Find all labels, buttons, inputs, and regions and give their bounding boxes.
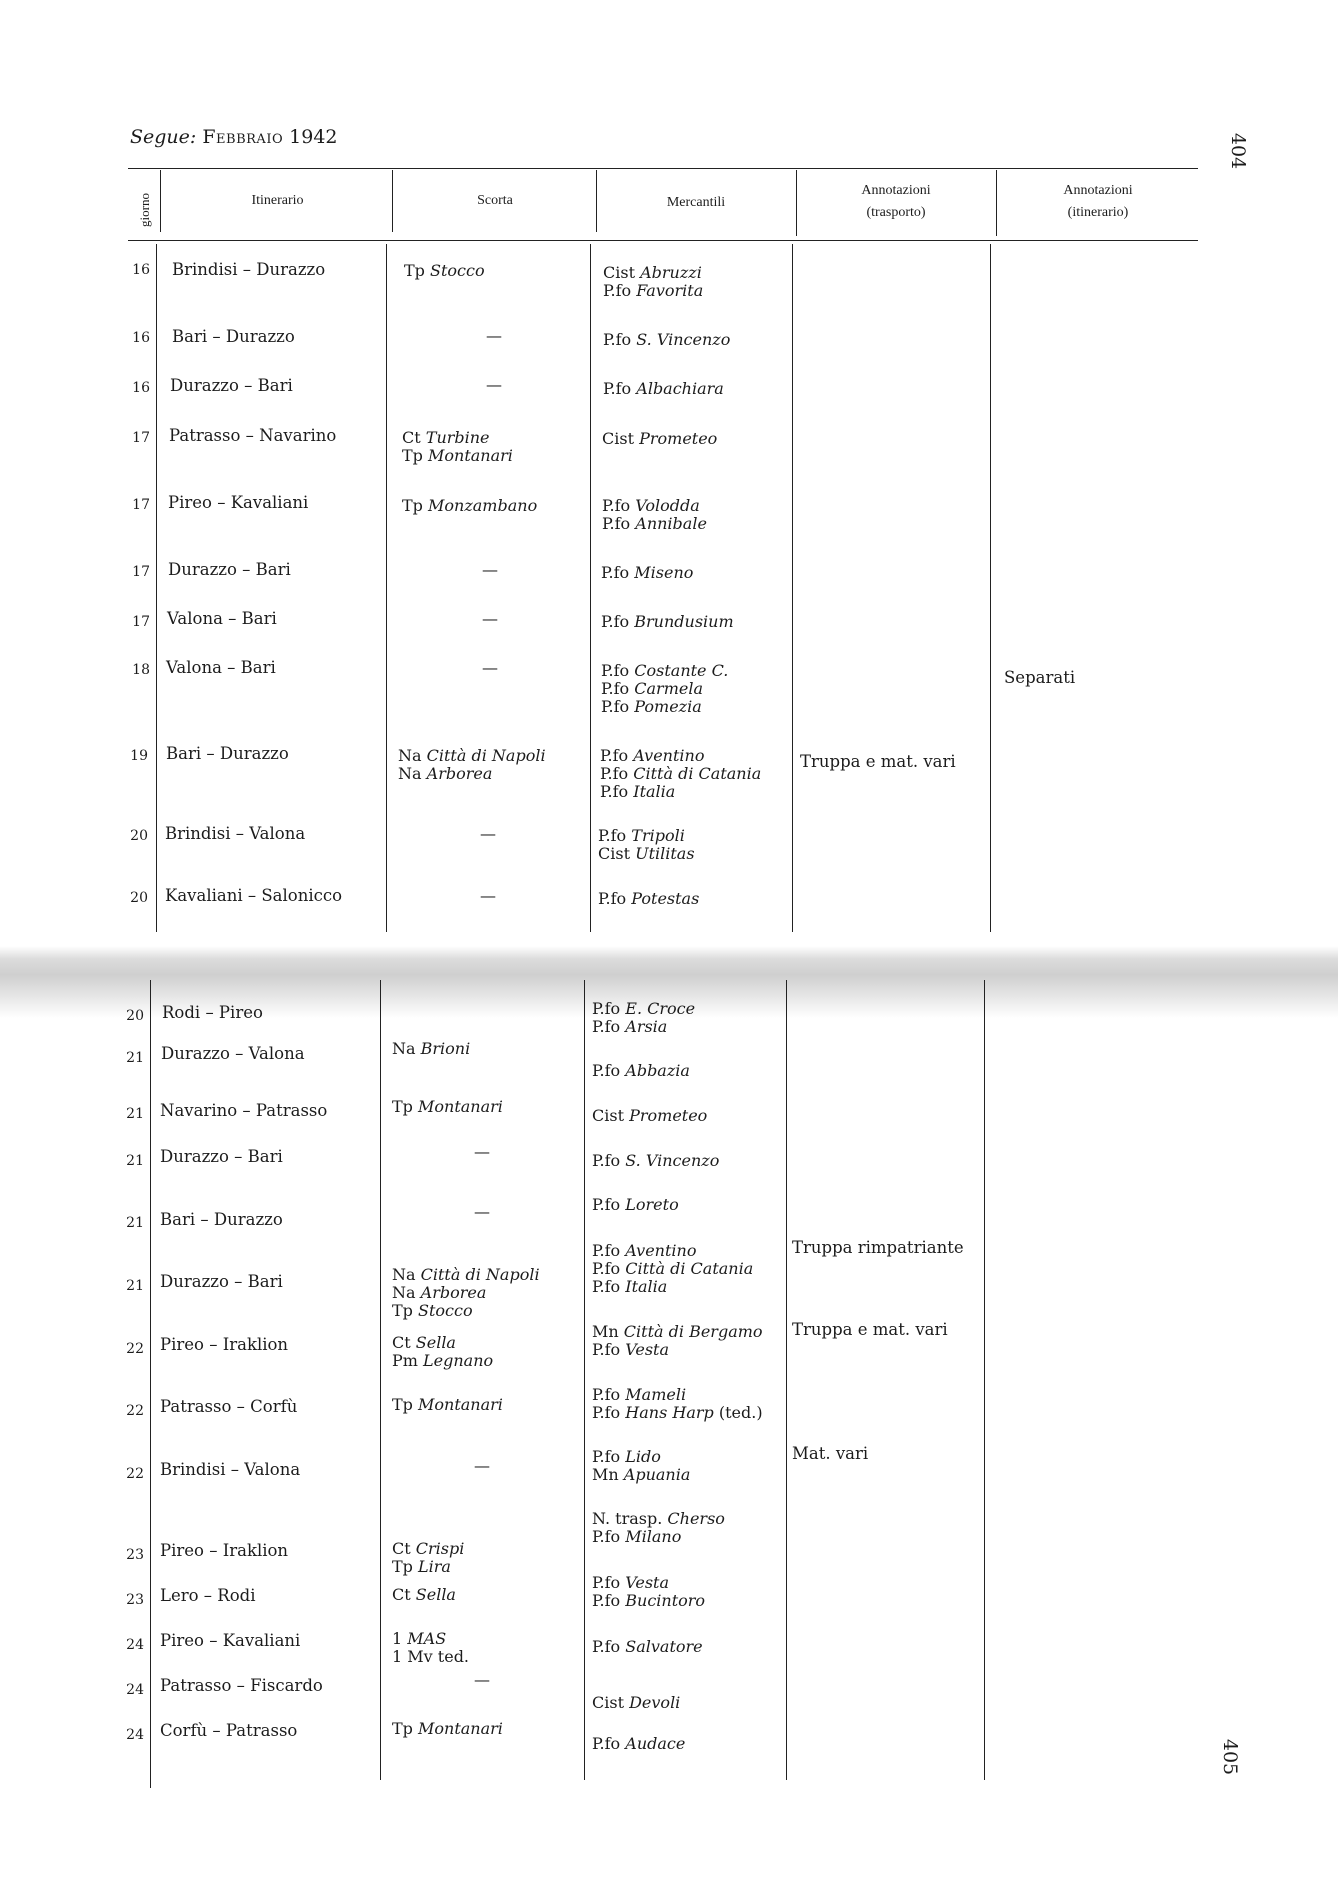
ship-type: P.fo	[598, 826, 627, 845]
ship-name: Arsia	[625, 1017, 668, 1036]
col-rule	[984, 980, 985, 1780]
header-giorno: giorno	[137, 193, 152, 227]
escort-name: Brioni	[420, 1039, 471, 1058]
header-annotazioni-itinerario: Annotazioni (itinerario)	[1063, 183, 1133, 220]
escort-dash: —	[474, 1142, 490, 1161]
ship-name: Città di Bergamo	[623, 1322, 763, 1341]
itinerary-cell: Patrasso – Fiscardo	[160, 1676, 323, 1695]
ship-name: Milano	[625, 1527, 682, 1546]
merchant-cell	[603, 380, 724, 398]
header-year: 1942	[289, 126, 338, 148]
escort-dash: —	[482, 560, 498, 579]
ship-type: P.fo	[603, 379, 632, 398]
ship-type: P.fo	[592, 1573, 621, 1592]
escort-dash: —	[480, 886, 496, 905]
escort-name: Crispi	[415, 1539, 465, 1558]
merchant-cell	[601, 564, 693, 582]
ship-type: P.fo	[603, 281, 632, 300]
escort-type: Pm	[392, 1351, 418, 1370]
day-cell: 16	[132, 380, 150, 396]
escort-dash: —	[482, 609, 498, 628]
ship-name: Città di Catania	[633, 764, 762, 783]
merchant-cell	[603, 331, 730, 349]
ship-note: (ted.)	[718, 1403, 763, 1422]
itinerary-cell: Bari – Durazzo	[160, 1210, 283, 1229]
col-rule	[590, 244, 591, 932]
col-rule	[786, 980, 787, 1780]
escort-type: Ct	[392, 1539, 411, 1558]
day-cell: 24	[126, 1637, 144, 1653]
escort-dash: —	[486, 375, 502, 394]
day-cell: 20	[126, 1008, 144, 1024]
escort-name: Montanari	[428, 446, 513, 465]
day-cell: 21	[126, 1153, 144, 1169]
ship-type: P.fo	[592, 1061, 621, 1080]
escort-type: Na	[392, 1265, 416, 1284]
ship-name: Hans Harp	[625, 1403, 714, 1422]
itinerary-cell: Durazzo – Bari	[160, 1272, 283, 1291]
itinerary-cell: Patrasso – Navarino	[169, 426, 337, 445]
day-cell: 18	[132, 662, 150, 678]
ship-type: Mn	[592, 1465, 619, 1484]
ship-type: P.fo	[592, 1259, 621, 1278]
day-cell: 22	[126, 1466, 144, 1482]
ship-type: P.fo	[600, 764, 629, 783]
merchant-cell	[603, 264, 703, 300]
itinerary-cell: Pireo – Kavaliani	[160, 1631, 301, 1650]
day-cell: 23	[126, 1592, 144, 1608]
escort-cell	[392, 1040, 470, 1058]
escort-name: Mv ted.	[407, 1647, 470, 1666]
itinerary-cell: Pireo – Kavaliani	[168, 493, 309, 512]
ship-type: P.fo	[601, 697, 630, 716]
merchant-cell	[602, 430, 717, 448]
itinerary-cell: Durazzo – Bari	[168, 560, 291, 579]
escort-type: 1	[392, 1629, 403, 1648]
itinerary-cell: Kavaliani – Salonicco	[165, 886, 343, 905]
ship-type: P.fo	[592, 1017, 621, 1036]
day-cell: 21	[126, 1106, 144, 1122]
escort-name: Sella	[415, 1333, 456, 1352]
itinerary-cell: Durazzo – Valona	[161, 1044, 305, 1063]
day-cell: 22	[126, 1403, 144, 1419]
itinerary-cell: Navarino – Patrasso	[160, 1101, 328, 1120]
merchant-cell	[600, 747, 761, 801]
col-sep	[596, 170, 597, 232]
itinerary-cell: Durazzo – Bari	[160, 1147, 283, 1166]
ship-type: P.fo	[592, 1637, 621, 1656]
ship-type: P.fo	[592, 1340, 621, 1359]
escort-type: Tp	[392, 1719, 413, 1738]
merchant-cell	[592, 1000, 695, 1036]
escort-cell	[392, 1266, 540, 1320]
escort-dash: —	[486, 326, 502, 345]
ship-type: Cist	[598, 844, 630, 863]
ship-name: Abbazia	[625, 1061, 690, 1080]
ship-type: Cist	[603, 263, 635, 282]
day-cell: 16	[132, 330, 150, 346]
ship-type: P.fo	[592, 1447, 621, 1466]
col-rule	[380, 980, 381, 1780]
col-rule	[386, 244, 387, 932]
escort-name: Montanari	[418, 1719, 503, 1738]
ship-type: P.fo	[592, 1403, 621, 1422]
ship-name: Città di Catania	[625, 1259, 754, 1278]
ship-type: P.fo	[602, 496, 631, 515]
col-sep	[392, 170, 393, 232]
escort-name: Montanari	[418, 1097, 503, 1116]
ship-name: Italia	[625, 1277, 668, 1296]
day-cell: 22	[126, 1341, 144, 1357]
merchant-cell	[592, 1196, 679, 1214]
ship-name: Utilitas	[635, 844, 695, 863]
itinerary-cell: Brindisi – Valona	[160, 1460, 301, 1479]
merchant-cell	[598, 890, 699, 908]
ship-name: Cherso	[667, 1509, 725, 1528]
day-cell: 19	[130, 748, 148, 764]
escort-name: Città di Napoli	[426, 746, 546, 765]
escort-type: 1	[392, 1647, 403, 1666]
escort-cell	[402, 497, 537, 515]
ship-name: Favorita	[636, 281, 704, 300]
ship-name: S. Vincenzo	[625, 1151, 720, 1170]
header-itinerario: Itinerario	[251, 193, 304, 208]
ship-name: Aventino	[633, 746, 705, 765]
escort-cell	[392, 1540, 464, 1576]
escort-name: Arborea	[420, 1283, 487, 1302]
ship-name: S. Vincenzo	[636, 330, 731, 349]
escort-type: Na	[392, 1283, 416, 1302]
itinerary-cell: Corfù – Patrasso	[160, 1721, 298, 1740]
merchant-cell	[592, 1386, 763, 1422]
ship-name: Italia	[633, 782, 676, 801]
escort-cell	[404, 262, 485, 280]
day-cell: 21	[126, 1278, 144, 1294]
escort-type: Tp	[392, 1557, 413, 1576]
ship-type: P.fo	[600, 782, 629, 801]
ship-type: Cist	[602, 429, 634, 448]
ship-name: E. Croce	[625, 999, 696, 1018]
ship-name: Volodda	[635, 496, 700, 515]
page-number-bottom: 405	[1219, 1738, 1242, 1776]
itinerary-cell: Lero – Rodi	[160, 1586, 256, 1605]
ship-type: P.fo	[603, 330, 632, 349]
header-month: Febbraio	[202, 126, 284, 148]
escort-type: Tp	[402, 496, 423, 515]
ship-type: P.fo	[592, 1591, 621, 1610]
itinerary-cell: Patrasso – Corfù	[160, 1397, 298, 1416]
merchant-cell	[592, 1448, 690, 1484]
itinerary-cell: Pireo – Iraklion	[160, 1335, 289, 1354]
itinerary-cell: Bari – Durazzo	[172, 327, 295, 346]
col-rule	[156, 244, 157, 932]
col-rule	[990, 244, 991, 932]
ship-name: Loreto	[625, 1195, 679, 1214]
day-cell: 17	[132, 430, 150, 446]
ship-name: Mameli	[625, 1385, 687, 1404]
ship-name: Bucintoro	[625, 1591, 706, 1610]
itinerary-cell: Rodi – Pireo	[162, 1003, 263, 1022]
escort-type: Na	[398, 746, 422, 765]
escort-name: Stocco	[418, 1301, 473, 1320]
ship-name: Prometeo	[639, 429, 718, 448]
merchant-cell	[592, 1107, 707, 1125]
merchant-cell	[602, 497, 707, 533]
day-cell: 21	[126, 1215, 144, 1231]
ship-name: Apuania	[623, 1465, 691, 1484]
ship-name: Costante C.	[634, 661, 729, 680]
merchant-cell	[592, 1694, 680, 1712]
note-transport: Truppa e mat. vari	[800, 752, 956, 771]
ship-name: Lido	[625, 1447, 661, 1466]
running-header	[130, 126, 338, 148]
escort-cell	[392, 1720, 503, 1738]
ship-name: Vesta	[625, 1340, 669, 1359]
escort-cell	[392, 1396, 503, 1414]
itinerary-cell: Brindisi – Valona	[165, 824, 306, 843]
itinerary-cell: Valona – Bari	[167, 609, 277, 628]
merchant-cell	[592, 1510, 725, 1546]
ship-type: P.fo	[592, 1527, 621, 1546]
escort-name: Legnano	[423, 1351, 494, 1370]
ship-name: Brundusium	[634, 612, 734, 631]
escort-dash: —	[474, 1670, 490, 1689]
ship-name: Albachiara	[636, 379, 724, 398]
ship-name: Devoli	[629, 1693, 681, 1712]
ship-type: P.fo	[592, 999, 621, 1018]
escort-dash: —	[480, 824, 496, 843]
itinerary-cell: Pireo – Iraklion	[160, 1541, 289, 1560]
day-cell: 24	[126, 1727, 144, 1743]
day-cell: 23	[126, 1547, 144, 1563]
escort-type: Tp	[392, 1395, 413, 1414]
col-rule	[150, 980, 151, 1788]
table-header-rule	[128, 240, 1198, 241]
table-top-rule	[128, 168, 1198, 169]
day-cell: 21	[126, 1050, 144, 1066]
ship-name: Carmela	[634, 679, 703, 698]
ship-type: P.fo	[598, 889, 627, 908]
escort-name: Turbine	[425, 428, 490, 447]
escort-name: Arborea	[426, 764, 493, 783]
merchant-cell	[601, 662, 728, 716]
note-transport: Truppa rimpatriante	[792, 1238, 964, 1257]
ship-name: Salvatore	[625, 1637, 703, 1656]
day-cell: 17	[132, 497, 150, 513]
escort-cell	[392, 1586, 456, 1604]
day-cell: 20	[130, 890, 148, 906]
itinerary-cell: Durazzo – Bari	[170, 376, 293, 395]
col-rule	[584, 980, 585, 1780]
header-mercantili: Mercantili	[666, 195, 726, 210]
itinerary-cell: Brindisi – Durazzo	[172, 260, 326, 279]
ship-name: Audace	[625, 1734, 686, 1753]
ship-type: Cist	[592, 1693, 624, 1712]
escort-cell	[398, 747, 546, 783]
ship-type: P.fo	[592, 1385, 621, 1404]
merchant-cell	[592, 1062, 690, 1080]
escort-name: Monzambano	[428, 496, 538, 515]
escort-name: Sella	[415, 1585, 456, 1604]
escort-dash: —	[482, 658, 498, 677]
escort-type: Tp	[404, 261, 425, 280]
merchant-cell	[592, 1574, 705, 1610]
note-transport: Truppa e mat. vari	[792, 1320, 948, 1339]
ship-type: N. trasp.	[592, 1509, 663, 1528]
ship-name: Abruzzi	[640, 263, 702, 282]
merchant-cell	[592, 1638, 703, 1656]
col-rule	[792, 244, 793, 932]
ship-name: Aventino	[625, 1241, 697, 1260]
header-scorta: Scorta	[477, 193, 513, 208]
escort-type: Na	[398, 764, 422, 783]
itinerary-cell: Bari – Durazzo	[166, 744, 289, 763]
escort-cell	[392, 1334, 493, 1370]
ship-type: P.fo	[592, 1241, 621, 1260]
ship-type: P.fo	[601, 563, 630, 582]
ship-name: Pomezia	[634, 697, 702, 716]
ship-name: Prometeo	[629, 1106, 708, 1125]
day-cell: 24	[126, 1682, 144, 1698]
ship-name: Vesta	[625, 1573, 669, 1592]
escort-dash: —	[474, 1202, 490, 1221]
ship-type: P.fo	[601, 679, 630, 698]
escort-type: Ct	[402, 428, 421, 447]
header-label: Segue:	[130, 126, 197, 148]
merchant-cell	[592, 1735, 685, 1753]
itinerary-cell: Valona – Bari	[166, 658, 276, 677]
ship-name: Tripoli	[631, 826, 685, 845]
merchant-cell	[598, 827, 695, 863]
escort-name: Montanari	[418, 1395, 503, 1414]
ship-type: P.fo	[592, 1195, 621, 1214]
header-annotazioni-trasporto: Annotazioni (trasporto)	[861, 183, 931, 220]
ship-type: P.fo	[602, 514, 631, 533]
escort-name: Città di Napoli	[420, 1265, 540, 1284]
ship-name: Annibale	[635, 514, 707, 533]
escort-type: Na	[392, 1039, 416, 1058]
merchant-cell	[601, 613, 734, 631]
escort-cell	[392, 1098, 503, 1116]
ship-type: P.fo	[601, 661, 630, 680]
ship-type: P.fo	[601, 612, 630, 631]
day-cell: 17	[132, 614, 150, 630]
escort-cell	[402, 429, 513, 465]
escort-cell	[392, 1630, 469, 1666]
col-sep	[160, 170, 161, 232]
merchant-cell	[592, 1152, 719, 1170]
escort-type: Tp	[402, 446, 423, 465]
escort-type: Tp	[392, 1097, 413, 1116]
ship-type: Cist	[592, 1106, 624, 1125]
note-transport: Mat. vari	[792, 1444, 869, 1463]
escort-type: Ct	[392, 1585, 411, 1604]
day-cell: 16	[132, 262, 150, 278]
col-sep	[996, 170, 997, 236]
page-number-top: 404	[1227, 132, 1250, 170]
note-itinerary: Separati	[1004, 668, 1076, 687]
ship-name: Miseno	[634, 563, 694, 582]
escort-name: Stocco	[430, 261, 485, 280]
col-sep	[796, 170, 797, 236]
ship-type: P.fo	[592, 1734, 621, 1753]
merchant-cell	[592, 1242, 753, 1296]
escort-name: MAS	[407, 1629, 447, 1648]
escort-type: Tp	[392, 1301, 413, 1320]
day-cell: 17	[132, 564, 150, 580]
escort-dash: —	[474, 1456, 490, 1475]
ship-type: P.fo	[592, 1151, 621, 1170]
day-cell: 20	[130, 828, 148, 844]
merchant-cell	[592, 1323, 763, 1359]
ship-type: P.fo	[592, 1277, 621, 1296]
escort-type: Ct	[392, 1333, 411, 1352]
ship-type: P.fo	[600, 746, 629, 765]
ship-name: Potestas	[631, 889, 700, 908]
ship-type: Mn	[592, 1322, 619, 1341]
escort-name: Lira	[418, 1557, 451, 1576]
